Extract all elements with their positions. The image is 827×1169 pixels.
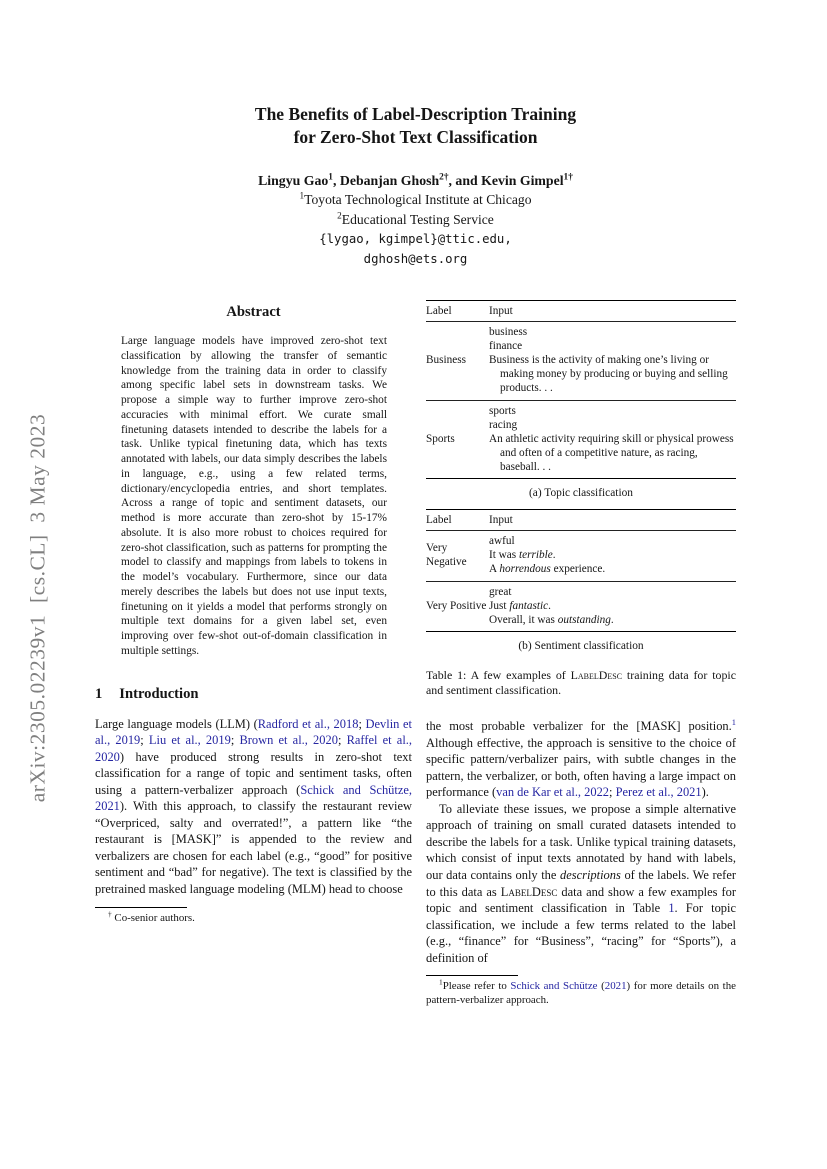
text-segment: Large language models (LLM) ( xyxy=(95,716,258,731)
text-segment: outstanding xyxy=(557,613,611,626)
paper-content xyxy=(95,0,736,1008)
table-line xyxy=(489,613,736,627)
text-segment: . For topic classification, we include a few terms related to the label (e.g., “finance” for “Business”, “racing” for “Sports”), a definition of xyxy=(426,901,736,965)
text-segment: LabelDesc xyxy=(500,884,558,899)
text-segment: Overall, it was xyxy=(489,613,558,626)
table-line xyxy=(489,562,736,576)
text-segment: ; xyxy=(230,733,240,748)
citation-link[interactable]: Radford et al., 2018 xyxy=(257,716,359,731)
affiliation-1 xyxy=(95,190,736,210)
table-line xyxy=(489,418,736,432)
text-segment: To alleviate these issues, we propose a simple alternative approach of training on small curated datasets intended to describe the labels for a task. Unlike typical training datasets, which consist of input texts annotated by hand with labels, our data contains only the xyxy=(426,801,736,882)
text-segment: sports xyxy=(489,404,516,417)
text-segment: It was xyxy=(489,549,519,562)
table-b-bottom-rule xyxy=(426,631,736,632)
text-segment: LabelDesc xyxy=(570,667,623,682)
text-segment: ; xyxy=(358,716,366,731)
text-segment: Co-senior authors. xyxy=(111,911,195,924)
paper-title-line2: for Zero-Shot Text Classification xyxy=(293,127,538,147)
text-segment: great xyxy=(489,585,512,598)
citation-link[interactable]: Perez et al., 2021 xyxy=(615,785,702,800)
text-segment: . xyxy=(552,549,556,562)
table-a-row-business xyxy=(426,322,736,399)
right-paragraph-2 xyxy=(426,801,736,966)
text-segment: . xyxy=(610,613,614,626)
table-a-row-sports xyxy=(426,401,736,478)
text-segment: 1 xyxy=(328,172,333,183)
text-segment: 2† xyxy=(439,172,449,183)
abstract-heading: Abstract xyxy=(226,304,281,320)
table-row-input xyxy=(489,585,736,627)
text-segment: † xyxy=(108,908,112,918)
text-segment: 1† xyxy=(563,172,573,183)
text-segment: ) for more details on the pattern-verbalizer approach. xyxy=(426,980,736,1007)
table-row-input xyxy=(489,534,736,576)
table-b-caption: (b) Sentiment classification xyxy=(518,639,644,652)
table-row-input xyxy=(489,404,736,474)
citation-link[interactable]: Brown et al., 2020 xyxy=(239,733,338,748)
text-segment: descriptions xyxy=(560,867,621,882)
table-b-header-label: Label xyxy=(426,514,452,527)
text-segment: fantastic xyxy=(509,599,549,612)
text-segment: Although effective, the approach is sensitive to the choice of specific pattern/verbalizer pairs, with subtle changes in the pattern, the verbalizer, or both, often having a large impact on performance ( xyxy=(426,735,736,800)
table-line xyxy=(489,548,736,562)
text-segment: A xyxy=(489,563,500,576)
table-line xyxy=(489,534,736,548)
text-segment: , Debanjan Ghosh xyxy=(332,173,440,188)
table-line xyxy=(489,404,736,418)
table-a xyxy=(426,300,736,500)
text-segment: Lingyu Gao xyxy=(258,173,329,188)
text-segment: 1 xyxy=(299,190,305,201)
text-segment: terrible xyxy=(519,549,553,562)
table-a-header-row xyxy=(426,301,736,321)
text-segment: ; xyxy=(609,785,616,800)
text-segment: data and show a few examples for topic and sentiment classification in Table xyxy=(426,884,736,916)
text-segment: racing xyxy=(489,418,518,431)
text-segment: Educational Testing Service xyxy=(341,212,494,227)
table-b-row-very-positive xyxy=(426,582,736,631)
text-segment: finance xyxy=(489,340,523,353)
citation-link[interactable]: Raffel et al., 2020 xyxy=(95,733,412,764)
paper-title xyxy=(95,103,736,149)
left-column xyxy=(95,300,412,1008)
text-segment: ; xyxy=(140,733,149,748)
table-a-caption: (a) Topic classification xyxy=(529,487,633,500)
citation-link[interactable]: Liu et al., 2019 xyxy=(148,733,231,748)
text-segment: , and Kevin Gimpel xyxy=(448,173,564,188)
table-a-header-input: Input xyxy=(489,305,513,317)
table-row-label: Very Positive xyxy=(426,599,487,612)
section-1-heading xyxy=(95,686,412,703)
text-segment: horrendous xyxy=(499,563,551,576)
text-segment: ( xyxy=(597,980,605,993)
table-b-header-input: Input xyxy=(489,514,513,527)
table-row-label: Business xyxy=(426,354,467,367)
text-segment: . xyxy=(548,599,551,612)
text-segment: 2 xyxy=(337,210,342,221)
table-a-header-label: Label xyxy=(426,305,452,317)
text-segment: ). With this approach, to classify the restaurant review “Overpriced, salty and overrated!”, a pattern like “the restaurant is [MASK]” is appended to the review and verbalizers are chosen for each label (e.g., “good” for positive sentiment and “bad” for negative). The text is classified by the pretrained masked language modeling (MLM) head to choose xyxy=(95,799,412,896)
right-paragraph-1 xyxy=(426,718,736,801)
table-line xyxy=(489,353,736,395)
text-segment: Just xyxy=(489,599,510,612)
table-row-label: Very Negative xyxy=(426,542,467,569)
citation-link[interactable]: 1 xyxy=(731,716,736,727)
citation-link[interactable]: Schick and Schütze xyxy=(510,980,598,993)
table-line xyxy=(489,585,736,599)
citation-link[interactable]: Devlin et al., 2019 xyxy=(95,716,412,748)
abstract-text: Large language models have improved zero-shot text classification by allowing the transfer of semantic knowledge from the training data in order to classify among specific label sets in downstream tasks. We propose a simple way to further improve zero-shot accuracies with minimal effort. We curate small finetuning datasets intended to describe the labels for a task. Unlike typical finetuning data, which has texts annotated with labels, our data simply describes the labels in language, e.g., using a few related terms, dictionary/encyclopedia entries, and short templates. Across a range of topic and sentiment datasets, our method is more accurate than zero-shot by 15-17% absolute. It is also more robust to choices required for zero-shot classification, such as patterns for prompting the model to classify and mappings from labels to tokens in the model’s vocabulary. Furthermore, since our data merely describes the labels but does not use input texts, finetuning on it yields a model that performs strongly on multiple text domains for a given label set, even improving over few-shot out-of-domain classification in multiple settings. xyxy=(121,335,387,657)
text-segment: of the labels. We refer to this data as xyxy=(426,867,736,899)
citation-link[interactable]: van de Kar et al., 2022 xyxy=(496,785,610,800)
footnote-right xyxy=(426,977,736,1008)
text-segment: training data for topic and sentiment classification. xyxy=(426,667,736,698)
text-segment: experience. xyxy=(550,563,606,576)
intro-paragraph-1 xyxy=(95,716,412,898)
section-number: 1 xyxy=(95,685,103,702)
table-line xyxy=(489,339,736,353)
footnote-rule-right xyxy=(426,975,518,976)
citation-link[interactable]: 1 xyxy=(668,901,675,916)
table-line xyxy=(489,432,736,474)
table-1-caption xyxy=(426,668,736,699)
two-column-body xyxy=(95,300,736,1008)
text-segment: Please refer to xyxy=(442,980,511,993)
text-segment: business xyxy=(489,326,528,339)
table-a-bottom-rule xyxy=(426,478,736,479)
section-title: Introduction xyxy=(119,685,199,702)
text-segment: ). xyxy=(701,785,709,800)
arxiv-watermark: arXiv:2305.02239v1 [cs.CL] 3 May 2023 xyxy=(25,413,50,803)
text-segment: the most probable verbalizer for the [MASK] position. xyxy=(426,719,732,734)
email-line-2: dghosh@ets.org xyxy=(363,251,468,266)
text-segment: awful xyxy=(489,535,515,548)
affiliation-2 xyxy=(95,210,736,230)
citation-link[interactable]: 2021 xyxy=(604,980,627,993)
table-b-header-row xyxy=(426,510,736,530)
text-segment: Table 1: A few examples of xyxy=(426,667,571,682)
right-column xyxy=(426,300,736,1008)
text-segment: ; xyxy=(337,733,347,748)
text-segment: 1 xyxy=(439,977,443,987)
table-b xyxy=(426,509,736,653)
text-segment: An athletic activity requiring skill or physical prowess and often of a competitive nature, as racing, baseball. . . xyxy=(489,432,734,473)
table-row-input xyxy=(489,325,736,395)
table-b-row-very-negative xyxy=(426,531,736,580)
paper-title-line1: The Benefits of Label-Description Training xyxy=(254,104,577,124)
text-segment: Toyota Technological Institute at Chicago xyxy=(304,192,532,207)
text-segment: ) have produced strong results in zero-shot text classification for a range of topic and sentiment tasks, often using a pattern-verbalizer approach ( xyxy=(95,749,412,797)
footnote-rule-left xyxy=(95,907,187,908)
email-line-1: {lygao, kgimpel}@ttic.edu, xyxy=(319,232,512,246)
text-segment: Business is the activity of making one’s living or making money by producing or buying and selling products. . . xyxy=(489,354,728,395)
table-row-label: Sports xyxy=(426,432,455,445)
citation-link[interactable]: Schick and Schütze, 2021 xyxy=(95,782,412,814)
table-line xyxy=(489,599,736,613)
footnote-left xyxy=(95,908,412,926)
table-line xyxy=(489,325,736,339)
authors-line xyxy=(95,171,736,190)
